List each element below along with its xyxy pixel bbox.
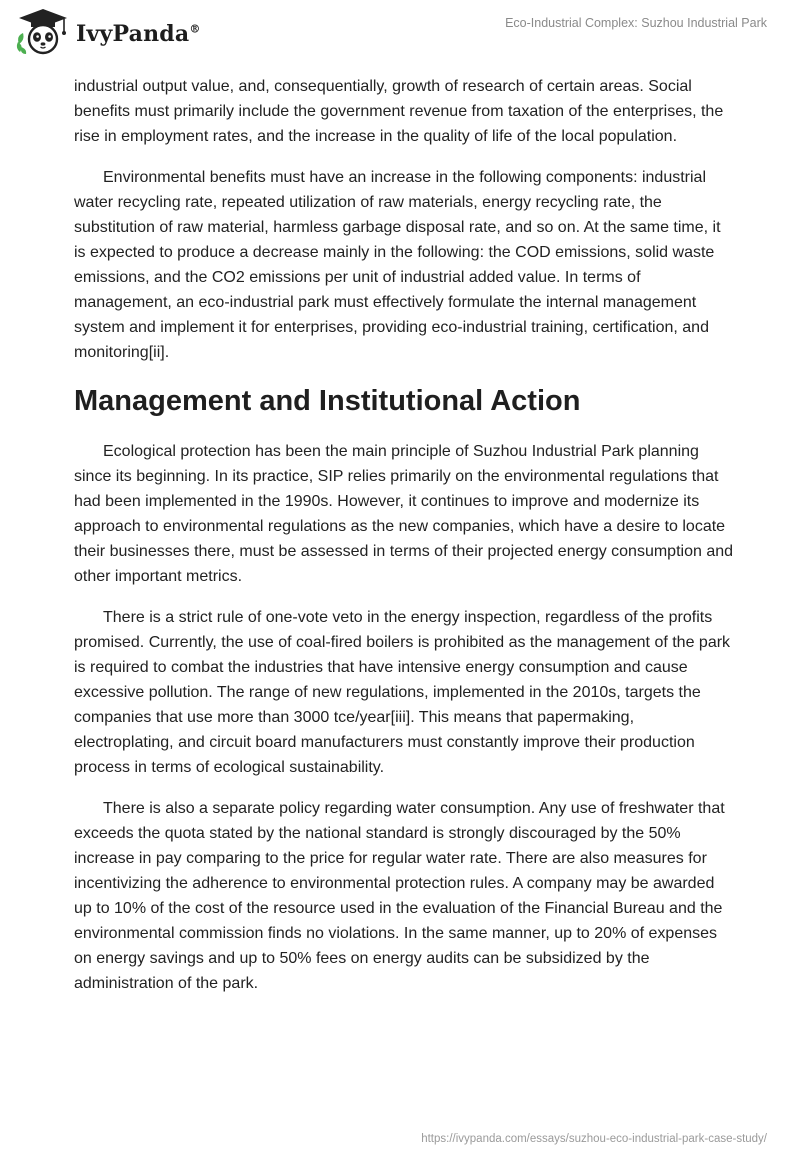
paragraph-energy-inspection: There is a strict rule of one-vote veto in the energy inspection, regardless of the profits promised. Currently, the use of coal-fired boilers is prohibited as the management of the park is required to combat the industries that have intensive energy consumption and cause excessive pollution. The range of new regulations, implemented in the 2010s, targets the companies that use more than 3000 tce/year[iii]. This means that papermaking, electroplating, and circuit board manufacturers must constantly improve their production process in terms of ecological sustainability. (74, 609, 731, 776)
logo-text: IvyPanda® (76, 21, 201, 47)
page-header (0, 0, 800, 70)
document-title: Eco-Industrial Complex: Suzhou Industrial Park (505, 16, 767, 30)
section-heading: Management and Institutional Action (74, 385, 581, 417)
article-body (74, 74, 734, 1012)
paragraph-environmental-benefits: Environmental benefits must have an increase in the following components: industrial water recycling rate, repeated utilization of raw materials, energy recycling rate, the substitution of raw material, harmless garbage disposal rate, and so on. At the same time, it is expected to produce a decrease mainly in the following: the COD emissions, solid waste emissions, and the CO2 emissions per unit of industrial added value. In terms of management, an eco-industrial park must effectively formulate the internal management system and implement it for enterprises, providing eco-industrial training, certification, and monitoring[ii]. (74, 169, 721, 361)
registered-mark: ® (189, 22, 201, 36)
ivypanda-logo[interactable] (14, 6, 201, 58)
paragraph-ecological-protection: Ecological protection has been the main principle of Suzhou Industrial Park planning since its beginning. In its practice, SIP relies primarily on the environmental regulations that had been implemented in the 1990s. However, it continues to improve and modernize its approach to environmental regulations as the new companies, which have a desire to locate their businesses there, must be assessed in terms of their projected energy consumption and other important metrics. (74, 443, 734, 585)
panda-graduation-cap-icon (14, 6, 72, 58)
source-url[interactable]: https://ivypanda.com/essays/suzhou-eco-industrial-park-case-study/ (421, 1133, 767, 1145)
paragraph-water-consumption: There is also a separate policy regarding water consumption. Any use of freshwater that exceeds the quota stated by the national standard is strongly discouraged by the 50% increase in pay comparing to the price for regular water rate. There are also measures for incentivizing the adherence to environmental protection rules. A company may be awarded up to 10% of the cost of the resource used in the evaluation of the Financial Bureau and the environmental commission finds no violations. In the same manner, up to 20% of expenses on energy savings and up to 50% fees on energy audits can be subsidized by the administration of the park. (74, 800, 725, 992)
paragraph-social-benefits: industrial output value, and, consequentially, growth of research of certain areas. Social benefits must primarily include the government revenue from taxation of the enterprises, the rise in employment rates, and the increase in the quality of life of the local population. (74, 78, 724, 145)
